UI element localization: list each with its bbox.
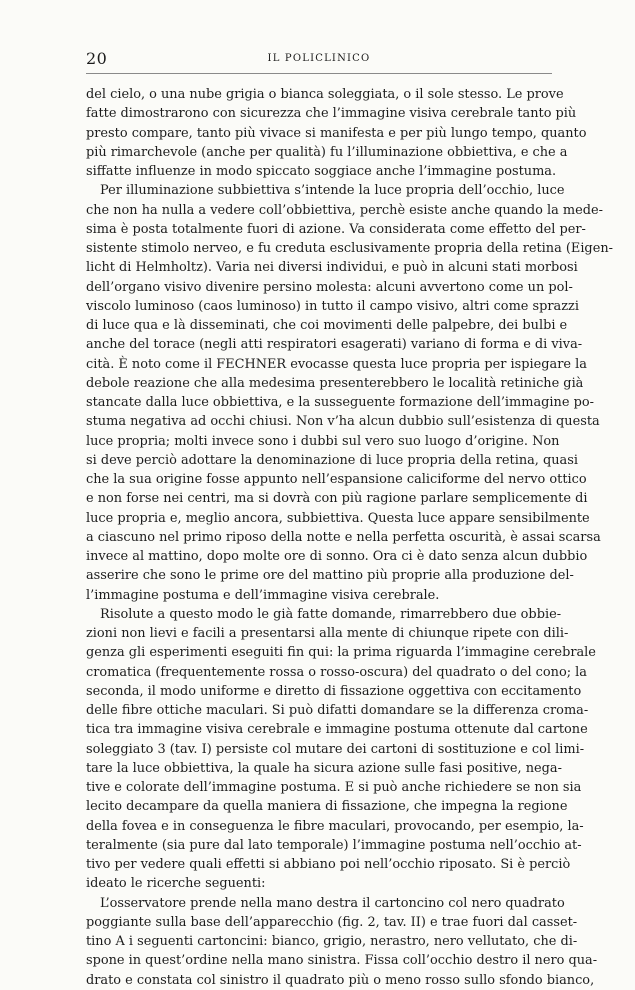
text-line: di luce qua e là disseminati, che coi movimenti delle palpebre, dei bulbi e — [86, 318, 568, 333]
text-line: delle fibre ottiche maculari. Si può difatti domandare se la differenza croma- — [86, 703, 589, 718]
text-line: della fovea e in conseguenza le fibre maculari, provocando, per esempio, la- — [86, 818, 584, 834]
text-line: stuma negativa ad occhi chiusi. Non v’ha alcun dubbio sull’esistenza di questa — [86, 414, 600, 430]
text-line: tivo per vedere quali effetti si abbiano poi nell’occhio riposato. Si è perciò — [86, 857, 571, 872]
text-line: poggiante sulla base dell’apparecchio (fig. 2, tav. II) e trae fuori dal casset- — [86, 914, 578, 930]
text-line: teralmente (sia pure dal lato temporale) l’immagine postuma nell’occhio at- — [86, 837, 582, 853]
text-line: genza gli esperimenti eseguiti fin qui: la prima riguarda l’immagine cerebrale — [86, 645, 596, 661]
text-line: più rimarchevole (anche per qualità) fu l’illuminazione obbiettiva, e che a — [86, 144, 568, 160]
text-line: cromatica (frequentemente rossa o rosso-oscura) del quadrato o del cono; la — [86, 664, 587, 680]
text-line: tino A i seguenti cartoncini: bianco, grigio, nerastro, nero vellutato, che di- — [86, 934, 578, 949]
text-line: soleggiato 3 (tav. I) persiste col mutare dei cartoni di sostituzione e col limi- — [86, 741, 585, 757]
text-line: che la sua origine fosse appunto nell’espansione caliciforme del nervo ottico — [86, 472, 587, 487]
text-line: lecito decampare da quella maniera di fissazione, che impegna la regione — [86, 799, 568, 815]
page-header — [86, 49, 552, 71]
text-line: e non forse nei centri, ma si dovrà con più ragione parlare semplicemente di — [86, 491, 588, 507]
text-line: tive e colorate dell’immagine postuma. E si può anche richiedere se non sia — [86, 780, 582, 795]
text-line: cità. È noto come il FECHNER evocasse questa luce propria per ispiegare la — [86, 356, 587, 372]
text-line: sistente stimolo nerveo, e fu creduta esclusivamente propria della retina (Eigen- — [86, 241, 613, 256]
text-line: Per illuminazione subbiettiva s’intende la luce propria dell’occhio, luce — [100, 183, 565, 199]
text-line: stancate dalla luce obbiettiva, e la susseguente formazione dell’immagine po- — [86, 395, 594, 410]
text-line: a ciascuno nel primo riposo della notte e nella perfetta oscurità, è assai scarsa — [86, 529, 601, 545]
text-line: licht di Helmholtz). Varia nei diversi individui, e può in alcuni stati morbosi — [86, 260, 578, 276]
text-line: luce propria; molti invece sono i dubbi sul vero suo luogo d’origine. Non — [86, 433, 560, 449]
text-line: debole reazione che alla medesima presenterebbero le località retiniche già — [86, 375, 584, 391]
header-rule — [86, 73, 552, 74]
text-line: dell’organo visivo divenire persino molesta: alcuni avvertono come un pol- — [86, 279, 573, 295]
text-line: fatte dimostrarono con sicurezza che l’immagine visiva cerebrale tanto più — [86, 106, 577, 122]
text-line: anche del torace (negli atti respiratori esagerati) variano di forma e di viva- — [86, 337, 583, 353]
text-line: drato e constata col sinistro il quadrato più o meno rosso sullo sfondo bianco, — [86, 972, 595, 988]
text-line: del cielo, o una nube grigia o bianca soleggiata, o il sole stesso. Le prove — [86, 87, 564, 102]
text-line: che non ha nulla a vedere coll’obbiettiva, perchè esiste anche quando la mede- — [86, 202, 603, 218]
text-line: seconda, il modo uniforme e diretto di fissazione oggettiva con eccitamento — [86, 683, 582, 699]
text-line: viscolo luminoso (caos luminoso) in tutto il campo visivo, altri come sprazzi — [86, 298, 579, 314]
text-line: ideato le ricerche seguenti: — [86, 876, 266, 892]
text-line: invece al mattino, dopo molte ore di sonno. Ora ci è dato senza alcun dubbio — [86, 549, 588, 564]
text-line: tare la luce obbiettiva, la quale ha sicura azione sulle fasi positive, nega- — [86, 760, 562, 776]
text-line: luce propria e, meglio ancora, subbiettiva. Questa luce appare sensibilmente — [86, 510, 590, 526]
text-line: zioni non lievi e facili a presentarsi alla mente di chiunque ripete con dili- — [86, 626, 569, 641]
text-line: presto compare, tanto più vivace si manifesta e per più lungo tempo, quanto — [86, 125, 587, 141]
text-line: spone in quest’ordine nella mano sinistra. Fissa coll’occhio destro il nero qua- — [86, 953, 598, 969]
page-number: 20 — [86, 49, 108, 68]
running-head: IL POLICLINICO — [267, 53, 371, 64]
text-line: tica tra immagine visiva cerebrale e immagine postuma ottenute dal cartone — [86, 722, 588, 738]
text-line: siffatte influenze in modo spiccato soggiace anche l’immagine postuma. — [86, 164, 557, 179]
text-line: l’immagine postuma e dell’immagine visiva cerebrale. — [86, 587, 440, 603]
text-line: L’osservatore prende nella mano destra il cartoncino col nero quadrato — [100, 895, 565, 911]
text-line: asserire che sono le prime ore del mattino più proprie alla produzione del- — [86, 568, 574, 584]
text-line: sima è posta totalmente fuori di azione. Va considerata come effetto del per- — [86, 221, 586, 237]
body-text — [86, 85, 613, 990]
text-line: Risolute a questo modo le già fatte domande, rimarrebbero due obbie- — [100, 606, 562, 622]
text-line: si deve perciò adottare la denominazione di luce propria della retina, quasi — [86, 452, 578, 468]
